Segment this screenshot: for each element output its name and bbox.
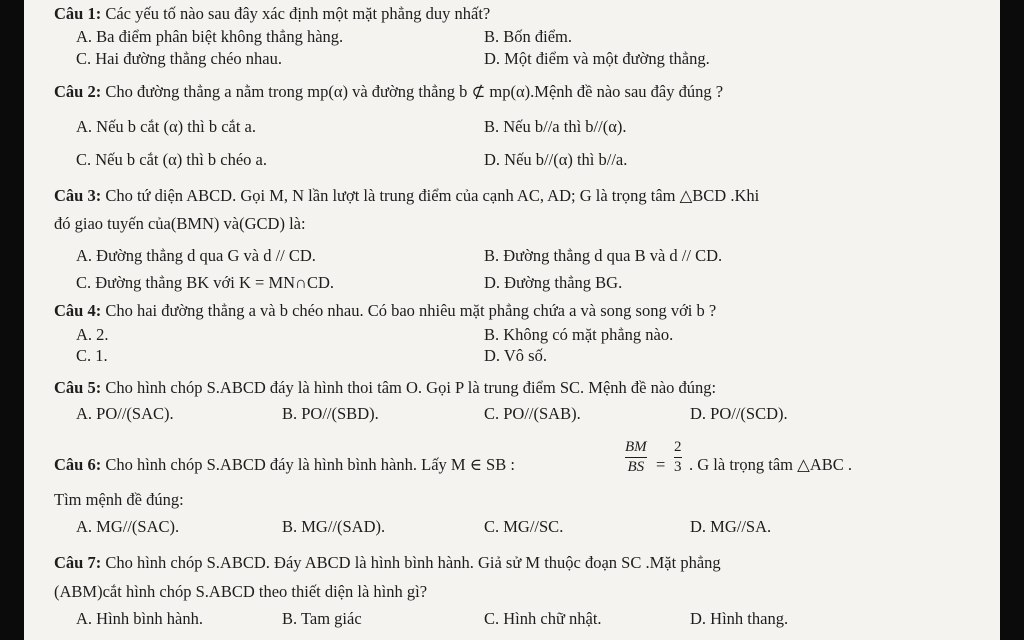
q1-option-a: A. Ba điểm phân biệt không thẳng hàng.	[76, 27, 344, 46]
q2-option-b: B. Nếu b//a thì b//(α).	[484, 117, 627, 136]
q7-option-a: A. Hình bình hành.	[76, 609, 203, 628]
q5-option-c: C. PO//(SAB).	[484, 404, 581, 423]
q3-option-a: A. Đường thẳng d qua G và d // CD.	[76, 246, 316, 265]
q7-option-d: D. Hình thang.	[690, 609, 789, 628]
left-border	[0, 0, 24, 640]
question-5-label: Câu 5:	[54, 378, 102, 397]
question-1-text: Các yếu tố nào sau đây xác định một mặt phẳng duy nhất?	[105, 4, 491, 23]
question-3-label: Câu 3:	[54, 186, 102, 205]
q4-option-b: B. Không có mặt phẳng nào.	[484, 325, 674, 344]
fraction-two-thirds-denominator: 3	[674, 459, 682, 475]
question-1-label: Câu 1:	[54, 4, 102, 23]
q2-option-c: C. Nếu b cắt (α) thì b chéo a.	[76, 150, 267, 169]
q3-option-d: D. Đường thẳng BG.	[484, 273, 623, 292]
fraction-bm-bs-denominator: BS	[627, 459, 645, 475]
question-7-text: Cho hình chóp S.ABCD. Đáy ABCD là hình bình hành. Giả sử M thuộc đoạn SC .Mặt phẳng	[105, 553, 721, 572]
question-2-label: Câu 2:	[54, 82, 102, 101]
question-7-label: Câu 7:	[54, 553, 102, 572]
q5-option-b: B. PO//(SBD).	[282, 404, 379, 423]
question-6-text-line2: Tìm mệnh đề đúng:	[54, 490, 184, 509]
q3-option-b: B. Đường thẳng d qua B và d // CD.	[484, 246, 723, 265]
fraction-two-thirds-numerator: 2	[674, 439, 682, 455]
q7-option-b: B. Tam giác	[282, 609, 362, 628]
question-4	[54, 301, 716, 321]
q4-option-a: A. 2.	[76, 325, 109, 344]
q6-option-b: B. MG//(SAD).	[282, 517, 386, 536]
question-4-text: Cho hai đường thẳng a và b chéo nhau. Có bao nhiêu mặt phẳng chứa a và song song với b ?	[105, 301, 717, 320]
question-7-text-line2: (ABM)cắt hình chóp S.ABCD theo thiết diện là hình gì?	[54, 582, 428, 601]
question-6-label: Câu 6:	[54, 455, 102, 474]
fraction-bar	[625, 457, 647, 458]
fraction-bar	[674, 457, 682, 458]
q6-option-d: D. MG//SA.	[690, 517, 772, 536]
q1-option-d: D. Một điểm và một đường thẳng.	[484, 49, 710, 68]
q2-option-a: A. Nếu b cắt (α) thì b cắt a.	[76, 117, 256, 136]
right-border	[1000, 0, 1024, 640]
question-6-text: Cho hình chóp S.ABCD đáy là hình bình hành. Lấy M ∈ SB :	[105, 455, 515, 474]
question-2	[54, 82, 723, 102]
equals-sign: =	[656, 455, 666, 474]
question-5-text: Cho hình chóp S.ABCD đáy là hình thoi tâm O. Gọi P là trung điểm SC. Mệnh đề nào đúng:	[105, 378, 717, 397]
q1-option-b: B. Bốn điểm.	[484, 27, 573, 46]
q4-option-d: D. Vô số.	[484, 346, 547, 365]
question-3-text: Cho tứ diện ABCD. Gọi M, N lần lượt là trung điểm của cạnh AC, AD; G là trọng tâm △BCD .Khi	[105, 186, 760, 205]
q5-option-a: A. PO//(SAC).	[76, 404, 174, 423]
fraction-bm-bs-numerator: BM	[625, 439, 647, 455]
q6-option-a: A. MG//(SAC).	[76, 517, 180, 536]
question-7	[54, 553, 721, 573]
question-3	[54, 186, 759, 206]
q4-option-c: C. 1.	[76, 346, 108, 365]
q2-option-d: D. Nếu b//(α) thì b//a.	[484, 150, 628, 169]
question-6-text-tail: . G là trọng tâm △ABC .	[689, 455, 853, 474]
question-4-label: Câu 4:	[54, 301, 102, 320]
worksheet-page	[24, 0, 1000, 640]
question-6	[54, 455, 515, 475]
question-2-text: Cho đường thẳng a nằm trong mp(α) và đường thẳng b ⊄ mp(α).Mệnh đề nào sau đây đúng ?	[105, 82, 724, 101]
fraction-two-thirds	[674, 439, 682, 476]
q6-option-c: C. MG//SC.	[484, 517, 564, 536]
fraction-bm-bs	[625, 439, 647, 476]
q3-option-c: C. Đường thẳng BK với K = MN∩CD.	[76, 273, 334, 292]
q5-option-d: D. PO//(SCD).	[690, 404, 788, 423]
question-1	[54, 4, 490, 24]
q1-option-c: C. Hai đường thẳng chéo nhau.	[76, 49, 283, 68]
question-3-text-line2: đó giao tuyến của(BMN) và(GCD) là:	[54, 214, 306, 233]
question-5	[54, 378, 716, 398]
q7-option-c: C. Hình chữ nhật.	[484, 609, 602, 628]
